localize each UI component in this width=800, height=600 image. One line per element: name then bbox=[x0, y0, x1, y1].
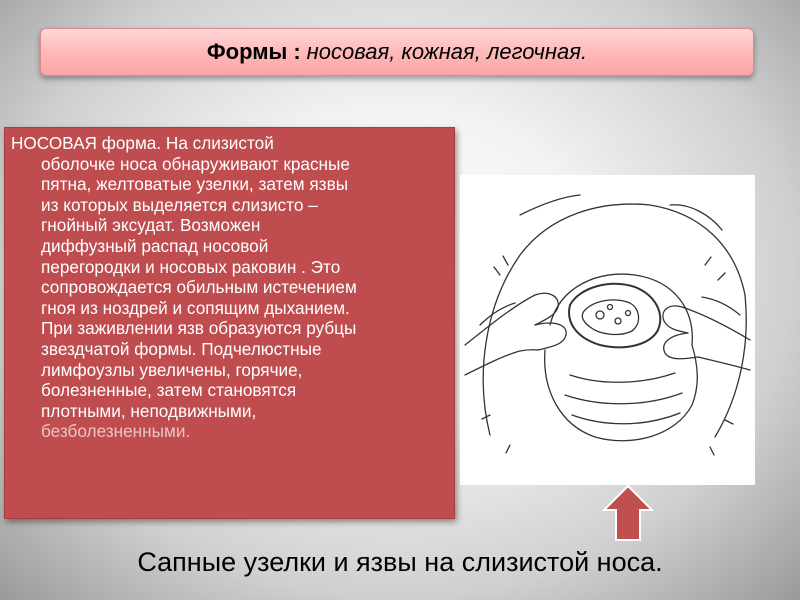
title-separator: : bbox=[293, 39, 301, 64]
description-line: При заживлении язв образуются рубцы bbox=[41, 318, 357, 339]
caption: Сапные узелки и язвы на слизистой носа. bbox=[137, 547, 663, 577]
description-line: болезненные, затем становятся bbox=[41, 380, 297, 401]
description-line: из которых выделяется слизисто – bbox=[41, 194, 318, 215]
description-line: диффузный распад носовой bbox=[41, 235, 269, 256]
description-line: лимфоузлы увеличены, горячие, bbox=[41, 359, 303, 380]
description-line: сопровождается обильным истечением bbox=[41, 277, 357, 298]
description-line: звездчатой формы. Подчелюстные bbox=[41, 338, 322, 359]
description-line: плотными, неподвижными, bbox=[41, 400, 257, 421]
description-line: пятна, желтоватые узелки, затем язвы bbox=[41, 174, 349, 195]
title-italic: носовая, кожная, легочная. bbox=[306, 39, 588, 64]
description-line: гнойный эксудат. Возможен bbox=[41, 215, 261, 236]
description-line: оболочке носа обнаруживают красные bbox=[41, 153, 350, 174]
description-box bbox=[4, 127, 455, 519]
title-banner bbox=[40, 28, 754, 76]
nostril-examination-illustration bbox=[460, 175, 755, 485]
description-line: гноя из ноздрей и сопящим дыханием. bbox=[41, 297, 350, 318]
description-line: перегородки и носовых раковин . Это bbox=[41, 256, 341, 277]
title-bold: Формы bbox=[206, 39, 288, 64]
description-line: НОСОВАЯ форма. На слизистой bbox=[11, 133, 274, 153]
up-arrow-icon bbox=[602, 484, 654, 542]
description-line: безболезненными. bbox=[41, 421, 191, 442]
